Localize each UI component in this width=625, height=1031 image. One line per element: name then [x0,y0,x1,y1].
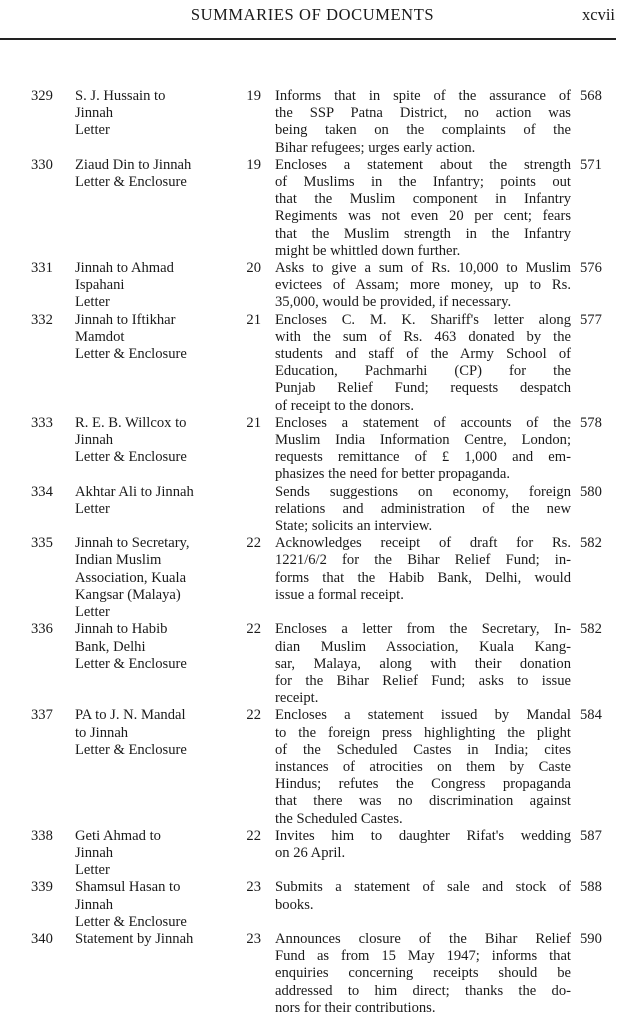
summary-line: that the Muslim strength in the Infantry [275,225,571,242]
entry-summary [275,484,571,536]
summary-line: instances of atrocities on them by Caste [275,758,571,775]
summary-line: Encloses a statement about the strength [275,156,571,173]
correspondent-line: Letter & Enclosure [75,913,187,930]
correspondent-line: Letter [75,122,110,139]
entry-page-reference: 580 [580,483,602,500]
entry-correspondents [75,931,233,1017]
entry-correspondents [75,879,233,931]
summary-line: that there was no discrimination against [275,793,571,810]
summary-line: dian Muslim Association, Kuala Kang- [275,638,571,655]
correspondent-line: Letter & Enclosure [75,655,187,672]
entry-summary [275,415,571,484]
entry-correspondents [75,312,233,415]
summary-line: Encloses a letter from the Secretary, In- [275,621,571,638]
correspondent-line: Jinnah [75,105,114,122]
entry-date: 19 [246,88,261,104]
document-entry [0,707,625,827]
summary-line: receipt. [275,690,319,707]
summary-line: for the Bihar Relief Fund; asks to issue [275,672,571,689]
correspondent-line: Akhtar Ali to Jinnah [75,483,194,500]
entry-correspondents [75,157,233,260]
entry-correspondents [75,415,233,484]
summary-line: the SSP Patna District, no action was [275,105,571,122]
entry-number: 333 [31,414,53,431]
summary-line: Asks to give a sum of Rs. 10,000 to Muslim [275,260,571,277]
entry-number: 330 [31,156,53,173]
summary-line: Fund as from 15 May 1947; informs that [275,948,571,965]
summary-line: might be whittled down further. [275,242,461,259]
summary-line: Invites him to daughter Rifat's wedding [275,827,571,844]
correspondent-line: Indian Muslim [75,552,162,569]
entry-correspondents [75,88,233,157]
running-header-title: SUMMARIES OF DOCUMENTS [190,5,435,24]
entry-date: 19 [246,156,261,173]
entry-summary [275,621,571,707]
correspondent-line: Jinnah to Secretary, [75,535,190,552]
summary-line: that the Muslim component in Infantry [275,191,571,208]
entry-date: 21 [246,311,261,328]
document-entry [0,157,625,260]
document-entry [0,931,625,1017]
entry-correspondents [75,621,233,707]
summary-line: forms that the Habib Bank, Delhi, would [275,569,571,586]
entry-summary [275,828,571,880]
correspondent-line: Jinnah [75,844,114,861]
header-rule [0,38,616,40]
summary-line: Muslim India Information Centre, London; [275,432,571,449]
entry-page-reference: 578 [580,414,602,431]
correspondent-line: Ispahani [75,277,125,294]
entry-page-reference: 582 [580,621,602,638]
correspondent-line: Geti Ahmad to [75,827,161,844]
entry-number: 340 [31,930,53,947]
summary-line: of the Scheduled Castes in India; cites [275,741,571,758]
summary-line: on 26 April. [275,844,346,861]
entry-page-reference: 584 [580,707,602,724]
entry-summary [275,535,571,621]
correspondent-line: S. J. Hussain to [75,88,166,104]
entry-date: 22 [246,535,261,552]
document-entry [0,484,625,536]
summary-line: to the foreign press highlighting the plight [275,724,571,741]
entry-page-reference: 587 [580,827,602,844]
entry-correspondents [75,260,233,312]
correspondent-line: to Jinnah [75,724,129,741]
entry-number: 331 [31,260,53,277]
correspondent-line: Ziaud Din to Jinnah [75,156,192,173]
entry-page-reference: 568 [580,88,602,104]
correspondent-line: Kangsar (Malaya) [75,586,181,603]
summary-line: 35,000, would be provided, if necessary. [275,294,512,311]
entry-correspondents [75,484,233,536]
entry-page-reference: 576 [580,260,602,277]
correspondent-line: Letter [75,862,110,879]
document-entry [0,415,625,484]
document-entry [0,621,625,707]
entry-date: 22 [246,621,261,638]
entry-number: 336 [31,621,53,638]
correspondent-line: Jinnah [75,432,114,449]
entry-page-reference: 571 [580,156,602,173]
summary-line: students and staff of the Army School of [275,346,571,363]
summary-line: Encloses a statement of accounts of the [275,414,571,431]
summary-line: the Scheduled Castes. [275,810,403,827]
summary-line: with the sum of Rs. 463 donated by the [275,328,571,345]
summary-line: books. [275,896,314,913]
summary-line: Encloses C. M. K. Shariff's letter along [275,311,571,328]
entry-date: 22 [246,707,261,724]
summary-line: of Muslims in the Infantry; points out [275,174,571,191]
entry-summary [275,931,571,1017]
entry-date: 23 [246,879,261,896]
correspondent-line: Mamdot [75,328,125,345]
entry-correspondents [75,828,233,880]
correspondent-line: Letter & Enclosure [75,741,187,758]
correspondent-line: PA to J. N. Mandal [75,707,186,724]
summary-line: phasizes the need for better propaganda. [275,466,511,483]
correspondent-line: Letter [75,294,110,311]
summary-line: Sends suggestions on economy, foreign [275,483,571,500]
entry-date: 22 [246,827,261,844]
correspondent-line: Jinnah [75,896,114,913]
page-number: xcvii [582,5,615,24]
correspondent-line: Jinnah to Ahmad [75,260,174,277]
summary-line: Encloses a statement issued by Mandal [275,707,571,724]
entry-date: 21 [246,414,261,431]
entry-date [233,484,261,536]
summary-line: being taken on the complaints of the [275,122,571,139]
correspondent-line: R. E. B. Willcox to [75,414,187,431]
correspondent-line: Bank, Delhi [75,638,146,655]
summary-line: Education, Pachmarhi (CP) for the [275,363,571,380]
document-entry [0,828,625,880]
summary-line: sar, Malaya, along with their donation [275,655,571,672]
summary-line: evictees of Assam; more money, up to Rs. [275,277,571,294]
entry-correspondents [75,707,233,827]
entry-number: 335 [31,535,53,552]
correspondent-line: Letter [75,500,110,517]
entry-number: 332 [31,311,53,328]
summary-line: State; solicits an interview. [275,518,433,535]
correspondent-line: Letter & Enclosure [75,174,187,191]
entry-date: 23 [246,930,261,947]
summary-line: 1221/6/2 for the Bihar Relief Fund; in- [275,552,571,569]
entry-summary [275,88,571,157]
summary-line: Informs that in spite of the assurance of [275,88,571,104]
correspondent-line: Association, Kuala [75,569,187,586]
correspondent-line: Jinnah to Habib [75,621,168,638]
entry-page-reference: 577 [580,311,602,328]
entry-summary [275,157,571,260]
summary-line: enquiries concerning receipts should be [275,965,571,982]
summary-line: addressed to him direct; thanks the do- [275,982,571,999]
summary-line: Submits a statement of sale and stock of [275,879,571,896]
correspondent-line: Letter & Enclosure [75,449,187,466]
document-entry [0,879,625,931]
summary-line: Bihar refugees; urges early action. [275,139,476,156]
document-entry [0,88,625,157]
entry-number: 339 [31,879,53,896]
summary-line: issue a formal receipt. [275,586,404,603]
summary-line: Punjab Relief Fund; requests despatch [275,380,571,397]
correspondent-line: Letter [75,604,110,621]
entry-number: 337 [31,707,53,724]
document-entry [0,535,625,621]
summary-line: of receipt to the donors. [275,397,415,414]
entry-summary [275,312,571,415]
document-entry [0,312,625,415]
summary-line: Hindus; refutes the Congress propaganda [275,776,571,793]
summary-line: nors for their contributions. [275,999,436,1016]
entry-summary [275,707,571,827]
document-entry [0,260,625,312]
summary-line: requests remittance of £ 1,000 and em- [275,449,571,466]
entry-page-reference: 590 [580,930,602,947]
entry-page-reference: 588 [580,879,602,896]
correspondent-line: Jinnah to Iftikhar [75,311,176,328]
entry-summary [275,260,571,312]
entry-date: 20 [246,260,261,277]
correspondent-line: Shamsul Hasan to [75,879,181,896]
summary-line: relations and administration of the new [275,500,571,517]
correspondent-line: Letter & Enclosure [75,346,187,363]
correspondent-line: Statement by Jinnah [75,930,194,947]
summary-line: Announces closure of the Bihar Relief [275,930,571,947]
entry-page-reference: 582 [580,535,602,552]
summary-line: Acknowledges receipt of draft for Rs. [275,535,571,552]
summary-line: Regiments was not even 20 per cent; fears [275,208,571,225]
entry-number: 329 [31,88,53,104]
document-summary-list [0,88,625,1017]
entry-number: 338 [31,827,53,844]
entry-number: 334 [31,483,53,500]
entry-correspondents [75,535,233,621]
entry-summary [275,879,571,931]
